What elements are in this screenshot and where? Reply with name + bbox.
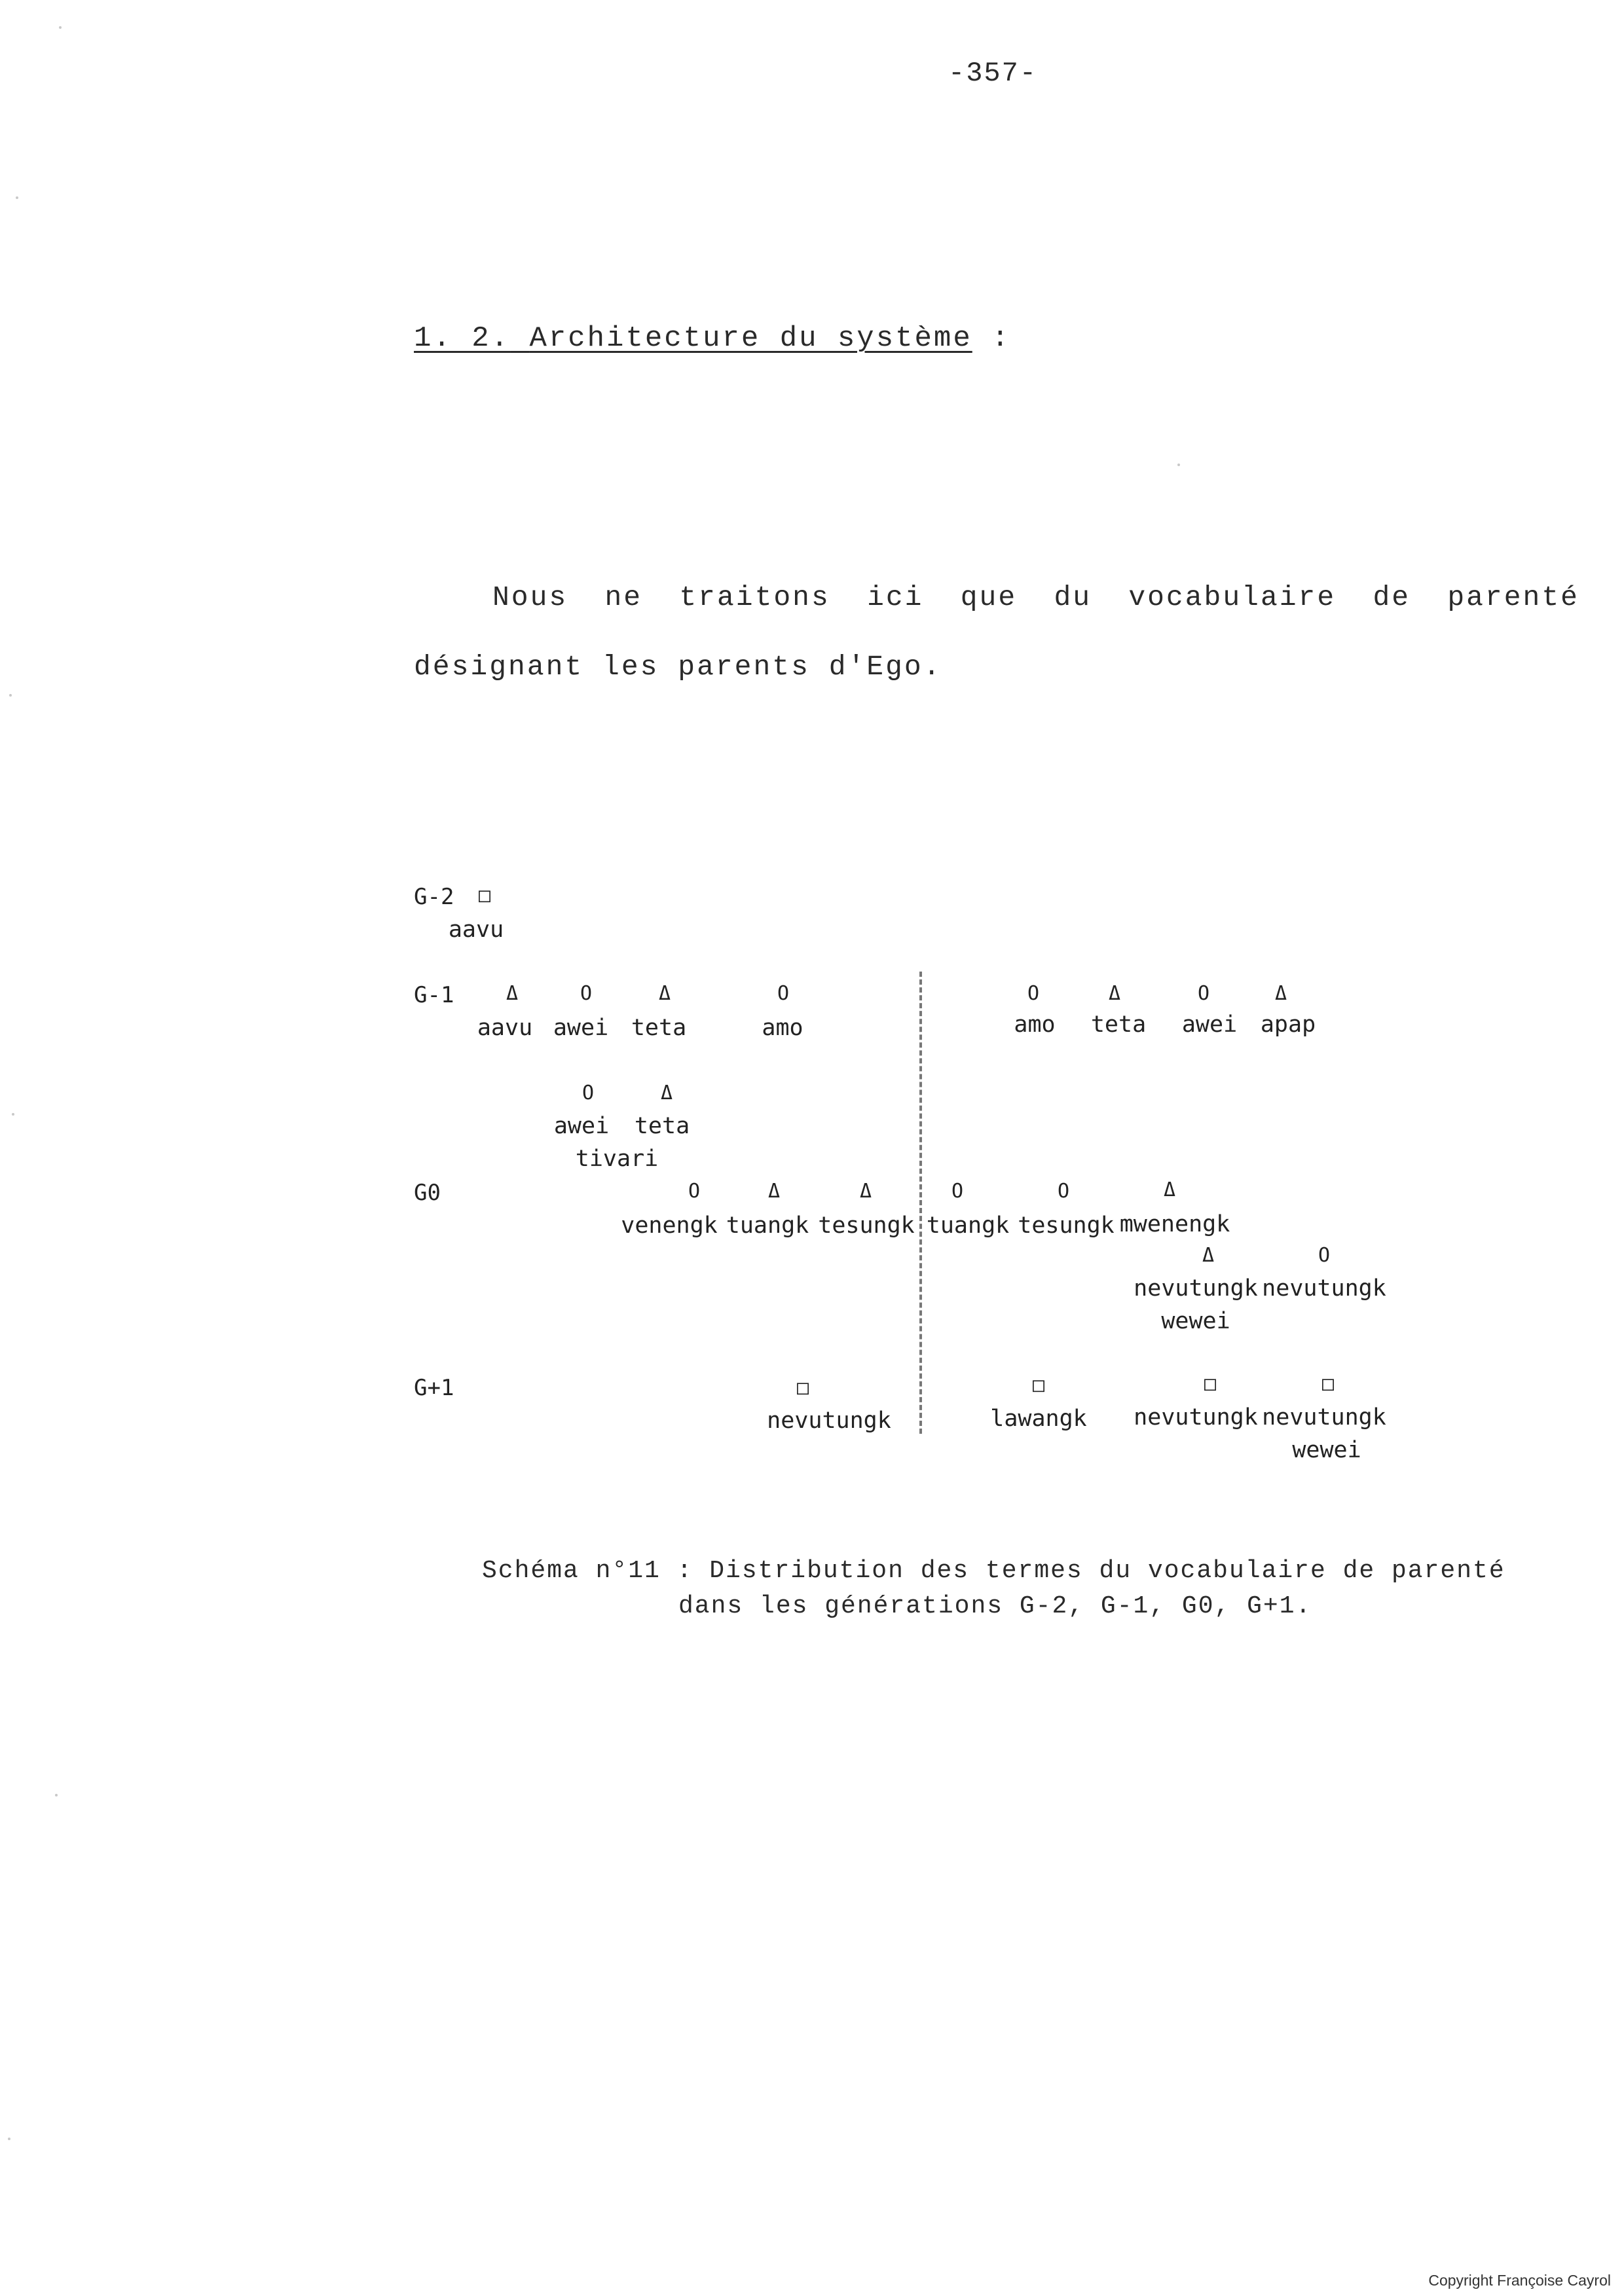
generation-divider-line bbox=[919, 972, 922, 1434]
kin-term-tesungk: tesungk bbox=[1018, 1212, 1115, 1239]
triangle-symbol: Δ bbox=[658, 982, 671, 1005]
kin-term-mwenengk: mwenengk bbox=[1119, 1211, 1230, 1237]
triangle-symbol: Δ bbox=[1163, 1178, 1176, 1201]
kin-term-aavu: aavu bbox=[477, 1015, 533, 1041]
triangle-symbol: Δ bbox=[1108, 982, 1121, 1005]
kin-term-tuangk: tuangk bbox=[726, 1212, 809, 1239]
kin-term-tivari: tivari bbox=[575, 1146, 659, 1172]
generation-label-g0: G0 bbox=[414, 1180, 441, 1206]
triangle-symbol: Δ bbox=[1274, 982, 1287, 1005]
kin-term-lawangk: lawangk bbox=[990, 1406, 1087, 1432]
scan-speck bbox=[1177, 464, 1180, 466]
kin-term-wewei: wewei bbox=[1161, 1308, 1230, 1334]
generation-label-g-minus-2: G-2 bbox=[414, 884, 454, 910]
paragraph-word: vocabulaire bbox=[1128, 581, 1337, 613]
square-symbol: □ bbox=[796, 1376, 809, 1399]
kin-term-apap: apap bbox=[1260, 1011, 1316, 1038]
kin-term-venengk: venengk bbox=[621, 1212, 718, 1239]
square-symbol: □ bbox=[1032, 1374, 1045, 1396]
circle-symbol: O bbox=[1057, 1180, 1070, 1203]
triangle-symbol: Δ bbox=[859, 1180, 872, 1203]
kin-term-nevutungk: nevutungk bbox=[1134, 1275, 1258, 1302]
copyright-notice: Copyright Françoise Cayrol bbox=[1428, 2272, 1611, 2289]
section-number: 1. 2. bbox=[414, 322, 511, 355]
circle-symbol: O bbox=[581, 1082, 595, 1104]
paragraph-word: parenté bbox=[1447, 581, 1579, 613]
paragraph-word: Nous bbox=[492, 581, 568, 613]
section-heading-title-group bbox=[414, 322, 972, 355]
paragraph-line-2: désignant les parents d'Ego. bbox=[414, 651, 942, 683]
figure-caption-line-2: dans les générations G-2, G-1, G0, G+1. bbox=[678, 1592, 1312, 1620]
paragraph-word: que bbox=[960, 581, 1018, 613]
paragraph-word: traitons bbox=[679, 581, 830, 613]
page-number: -357- bbox=[948, 58, 1038, 89]
figure-caption-line-1: Schéma n°11 : Distribution des termes du vocabulaire de parenté bbox=[482, 1557, 1505, 1585]
paragraph-word: ne bbox=[604, 581, 643, 613]
kin-term-awei: awei bbox=[1181, 1011, 1238, 1038]
kin-term-tuangk: tuangk bbox=[926, 1212, 1010, 1239]
circle-symbol: O bbox=[1027, 982, 1040, 1005]
scan-speck bbox=[16, 196, 18, 199]
scan-speck bbox=[59, 26, 62, 29]
scan-speck bbox=[12, 1113, 14, 1116]
kin-term-amo: amo bbox=[762, 1015, 803, 1041]
generation-label-g-minus-1: G-1 bbox=[414, 982, 454, 1008]
kin-term-nevutungk: nevutungk bbox=[767, 1408, 891, 1434]
paragraph-word: du bbox=[1054, 581, 1092, 613]
circle-symbol: O bbox=[688, 1180, 701, 1203]
paragraph-word: de bbox=[1373, 581, 1411, 613]
circle-symbol: O bbox=[1318, 1244, 1331, 1267]
triangle-symbol: Δ bbox=[660, 1082, 673, 1104]
circle-symbol: O bbox=[777, 982, 790, 1005]
triangle-symbol: Δ bbox=[767, 1180, 781, 1203]
circle-symbol: O bbox=[1197, 982, 1210, 1005]
kin-term-nevutungk: nevutungk bbox=[1262, 1404, 1386, 1430]
kin-term-tesungk: tesungk bbox=[818, 1212, 915, 1239]
scan-speck bbox=[55, 1794, 58, 1796]
kin-term-amo: amo bbox=[1014, 1011, 1056, 1038]
section-colon: : bbox=[991, 322, 1011, 355]
kin-term-nevutungk: nevutungk bbox=[1262, 1275, 1386, 1302]
circle-symbol: O bbox=[951, 1180, 964, 1203]
square-symbol: □ bbox=[478, 884, 491, 907]
kin-term-teta: teta bbox=[634, 1113, 690, 1139]
paragraph-word: ici bbox=[867, 581, 924, 613]
kin-term-aavu: aavu bbox=[448, 917, 504, 943]
kin-term-awei: awei bbox=[553, 1113, 610, 1139]
square-symbol: □ bbox=[1321, 1372, 1335, 1395]
triangle-symbol: Δ bbox=[506, 982, 519, 1005]
scan-speck bbox=[8, 2138, 10, 2140]
kin-term-wewei: wewei bbox=[1292, 1437, 1361, 1463]
kin-term-teta: teta bbox=[1090, 1011, 1147, 1038]
section-heading bbox=[414, 322, 1011, 355]
kin-term-awei: awei bbox=[553, 1015, 609, 1041]
square-symbol: □ bbox=[1204, 1372, 1217, 1395]
circle-symbol: O bbox=[580, 982, 593, 1005]
kin-term-nevutungk: nevutungk bbox=[1134, 1404, 1258, 1430]
paragraph-line-1 bbox=[492, 581, 1579, 613]
triangle-symbol: Δ bbox=[1202, 1244, 1215, 1267]
kin-term-teta: teta bbox=[631, 1015, 687, 1041]
generation-label-g-plus-1: G+1 bbox=[414, 1375, 454, 1401]
scan-speck bbox=[9, 694, 12, 697]
section-title: Architecture du système bbox=[529, 322, 972, 355]
